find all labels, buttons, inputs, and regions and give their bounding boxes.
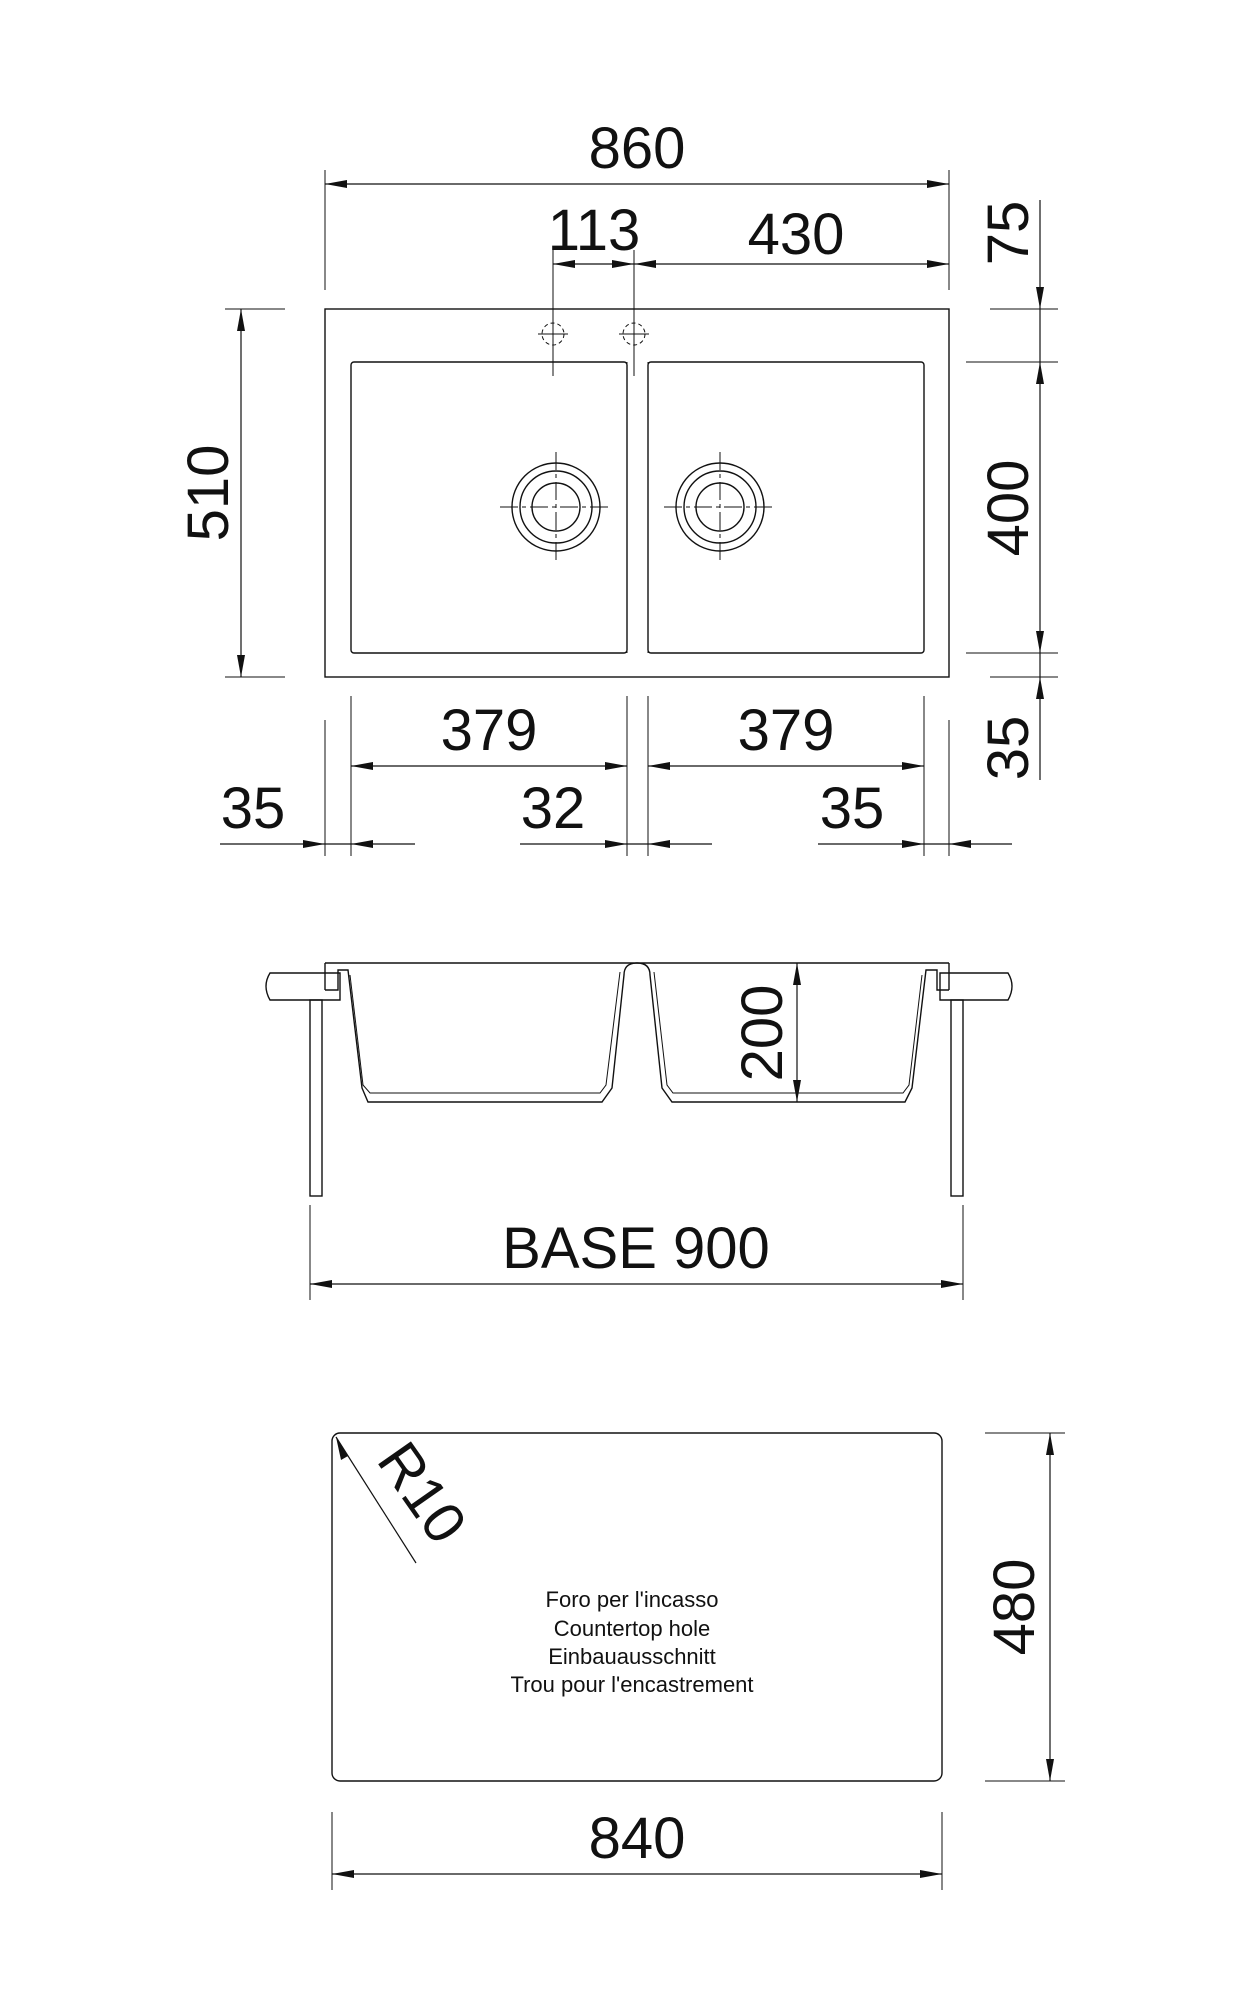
dim-cutout-width: 840 [588,1806,686,1871]
dim-right-offset: 430 [747,202,845,267]
dim-bowl-depth: 400 [976,459,1041,557]
dim-overall-depth: 510 [176,444,241,542]
dim-divider-width: 32 [520,776,586,841]
bowl-profile [325,963,949,1102]
dim-right-rim: 35 [819,776,885,841]
side-view [266,963,1012,1300]
drain-right [664,452,776,562]
dim-overall-width: 860 [588,116,686,181]
dim-corner-radius: R10 [364,1430,480,1556]
top-view [176,116,1058,856]
drain-left [500,452,612,562]
dim-cutout-height: 480 [982,1558,1047,1656]
tap-hole-left [538,318,568,376]
dim-left-rim: 35 [220,776,286,841]
sink-outline [325,309,949,677]
cutout-view [332,1431,1065,1890]
dim-right-bowl-width: 379 [737,698,835,763]
dim-bowl-height: 200 [730,984,795,1082]
cutout-description-en: Countertop hole [553,1616,711,1641]
cutout-description-fr: Trou pour l'encastrement [510,1672,754,1697]
dim-base-label: BASE 900 [502,1216,770,1281]
dim-rear-depth: 75 [976,200,1041,266]
dim-tap-spacing: 113 [547,198,641,263]
dim-front-depth: 35 [976,715,1041,781]
cutout-description-it: Foro per l'incasso [545,1587,719,1612]
tap-hole-right [619,318,649,376]
cutout-description-de: Einbauausschnitt [548,1644,716,1669]
dim-left-bowl-width: 379 [440,698,538,763]
